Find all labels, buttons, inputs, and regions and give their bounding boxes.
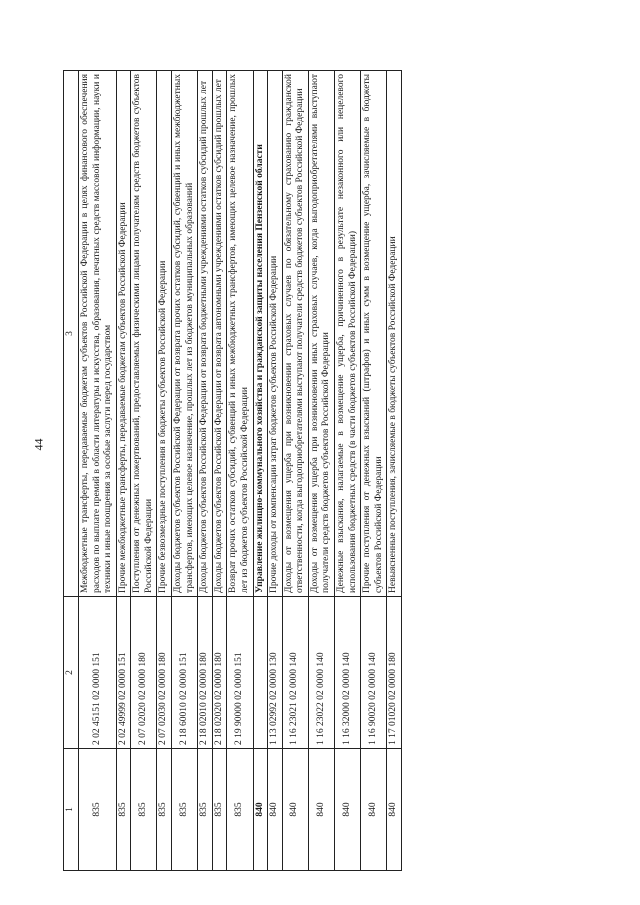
admin-code-cell: 840 <box>268 749 283 871</box>
table-row <box>157 71 172 871</box>
table-row <box>131 71 157 871</box>
revenue-name-cell: Прочие безвозмездные поступления в бюджеты субъектов Российской Федерации <box>157 71 172 597</box>
admin-code-cell: 835 <box>157 749 172 871</box>
budget-classification-code-cell: 2 19 90000 02 0000 151 <box>227 597 253 749</box>
header-col-1: 1 <box>64 749 79 871</box>
admin-code-cell: 835 <box>212 749 227 871</box>
revenue-name-cell: Доходы от возмещения ущерба при возникновении страховых случаев по обязательному страхованию гражданской ответственности, когда выгодоприобретателями выступают получатели средств бюджетов субъектов Российской Федерации <box>282 71 308 597</box>
revenue-name-cell: Доходы от возмещения ущерба при возникновении иных страховых случаев, когда выгодоприобретателями выступают получатели средств бюджетов субъектов Российской Федерации <box>308 71 334 597</box>
revenue-name-cell: Доходы бюджетов субъектов Российской Федерации от возврата автономными учреждениями остатков субсидий прошлых лет <box>212 71 227 597</box>
budget-classification-code-cell <box>253 597 268 749</box>
table-row <box>361 71 387 871</box>
admin-code-cell: 840 <box>253 749 268 871</box>
admin-code-cell: 840 <box>308 749 334 871</box>
table-row <box>116 71 131 871</box>
table-header-row <box>64 71 79 871</box>
table-row <box>387 71 402 871</box>
page-number: 44 <box>31 438 46 451</box>
revenue-name-cell: Доходы бюджетов субъектов Российской Федерации от возврата бюджетными учреждениями остатков субсидий прошлых лет <box>198 71 213 597</box>
table-row <box>79 71 117 871</box>
revenue-name-cell: Прочие доходы от компенсации затрат бюджетов субъектов Российской Федерации <box>268 71 283 597</box>
revenue-name-cell: Денежные взыскания, налагаемые в возмещение ущерба, причиненного в результате незаконного или нецелевого использования бюджетных средств (в части бюджетов субъектов Российской Федерации) <box>334 71 360 597</box>
budget-classification-code-cell: 2 02 49999 02 0000 151 <box>116 597 131 749</box>
rotated-page-content <box>63 71 616 871</box>
admin-code-cell: 835 <box>116 749 131 871</box>
budget-classification-code-cell: 2 07 02030 02 0000 180 <box>157 597 172 749</box>
admin-code-cell: 835 <box>79 749 117 871</box>
table-row <box>227 71 253 871</box>
revenue-name-cell: Межбюджетные трансферты, передаваемые бюджетам субъектов Российской Федерации в целях финансового обеспечения расходов по выплате премий в области литературы и искусства, образования, печатных средств массовой информации, науки и техники и иные поощрения за особые заслуги перед государством <box>79 71 117 597</box>
header-col-3: 3 <box>64 71 79 597</box>
table-row <box>268 71 283 871</box>
revenue-name-cell: Поступления от денежных пожертвований, предоставляемых физическими лицами получателям средств бюджетов субъектов Российской Федерации <box>131 71 157 597</box>
table-row <box>334 71 360 871</box>
budget-classification-code-cell: 2 18 02010 02 0000 180 <box>198 597 213 749</box>
revenue-name-cell: Прочие поступления от денежных взысканий (штрафов) и иных сумм в возмещение ущерба, зачисляемые в бюджеты субъектов Российской Федерации <box>361 71 387 597</box>
admin-code-cell: 835 <box>198 749 213 871</box>
budget-classification-code-cell: 1 17 01020 02 0000 180 <box>387 597 402 749</box>
revenue-name-cell: Невыясненные поступления, зачисляемые в бюджеты субъектов Российской Федерации <box>387 71 402 597</box>
admin-code-cell: 840 <box>361 749 387 871</box>
table-row <box>253 71 268 871</box>
table-row <box>308 71 334 871</box>
budget-classification-code-cell: 2 18 02020 02 0000 180 <box>212 597 227 749</box>
revenue-name-cell: Управление жилищно-коммунального хозяйства и гражданской защиты населения Пензенской области <box>253 71 268 597</box>
budget-classification-code-cell: 1 16 32000 02 0000 140 <box>334 597 360 749</box>
budget-classification-code-cell: 2 02 45151 02 0000 151 <box>79 597 117 749</box>
admin-code-cell: 840 <box>387 749 402 871</box>
budget-classification-code-cell: 1 16 23021 02 0000 140 <box>282 597 308 749</box>
admin-code-cell: 840 <box>334 749 360 871</box>
revenue-name-cell: Прочие межбюджетные трансферты, передаваемые бюджетам субъектов Российской Федерации <box>116 71 131 597</box>
header-col-2: 2 <box>64 597 79 749</box>
revenue-name-cell: Возврат прочих остатков субсидий, субвенций и иных межбюджетных трансфертов, имеющих целевое назначение, прошлых лет из бюджетов субъектов Российской Федерации <box>227 71 253 597</box>
table-row <box>282 71 308 871</box>
admin-code-cell: 835 <box>131 749 157 871</box>
budget-classification-code-cell: 2 07 02020 02 0000 180 <box>131 597 157 749</box>
budget-classification-code-cell: 1 13 02992 02 0000 130 <box>268 597 283 749</box>
budget-classification-code-cell: 1 16 90020 02 0000 140 <box>361 597 387 749</box>
budget-classification-code-cell: 2 18 60010 02 0000 151 <box>172 597 198 749</box>
revenue-name-cell: Доходы бюджетов субъектов Российской Федерации от возврата прочих остатков субсидий, субвенций и иных межбюджетных трансфертов, имеющих целевое назначение, прошлых лет из бюджетов муниципальных образований <box>172 71 198 597</box>
table-row <box>172 71 198 871</box>
admin-code-cell: 840 <box>282 749 308 871</box>
budget-classification-code-cell: 1 16 23022 02 0000 140 <box>308 597 334 749</box>
table-row <box>212 71 227 871</box>
revenue-classification-table <box>63 70 402 871</box>
admin-code-cell: 835 <box>172 749 198 871</box>
table-row <box>198 71 213 871</box>
admin-code-cell: 835 <box>227 749 253 871</box>
